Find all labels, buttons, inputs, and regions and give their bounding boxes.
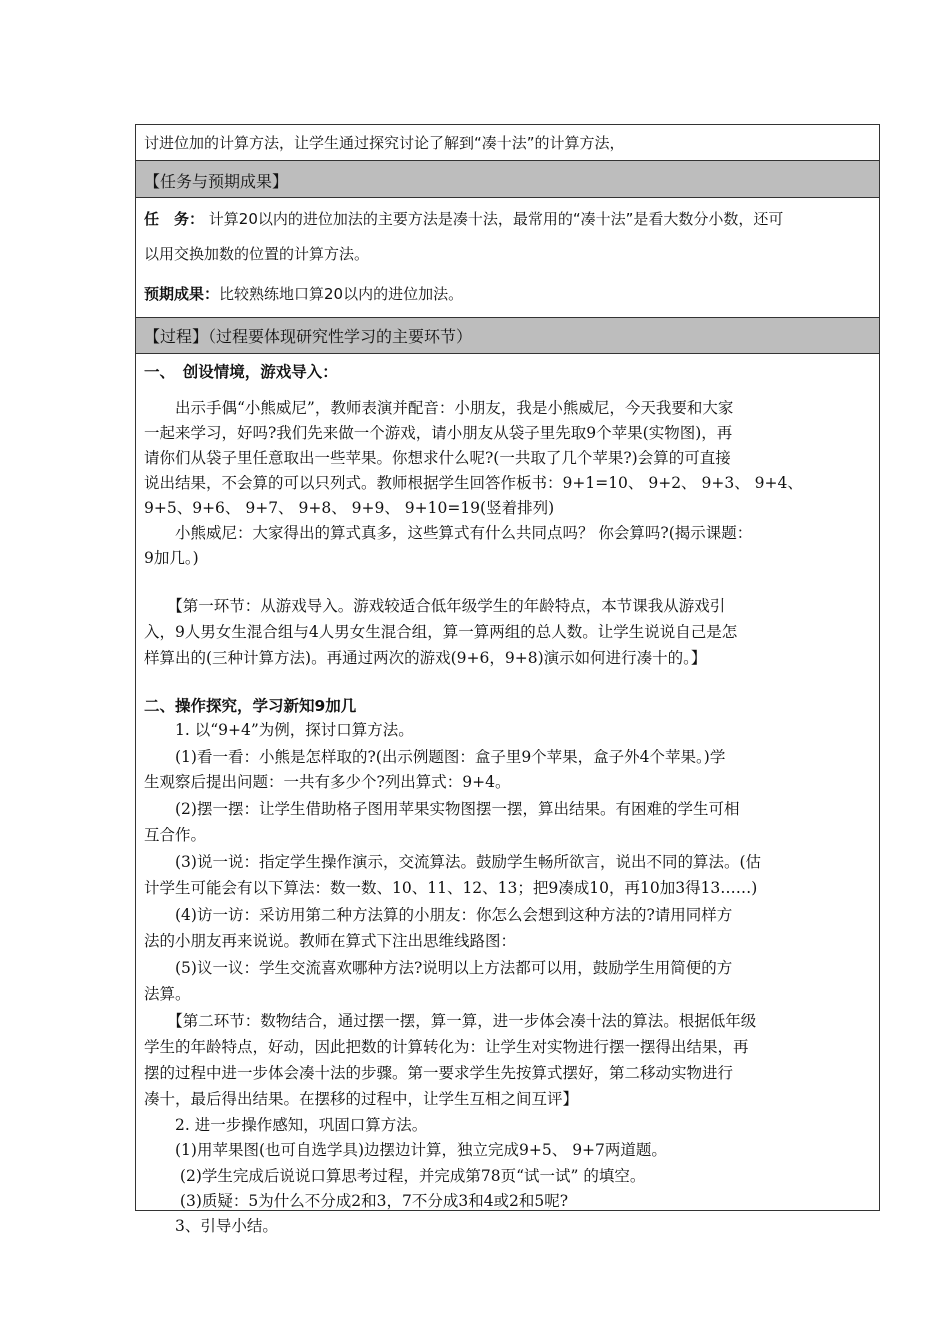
process-line: 计学生可能会有以下算法：数一数、10、11、12、13；把9凑成10，再10加3得13……) bbox=[144, 879, 758, 897]
process-line: 凑十，最后得出结果。在摆移的过程中，让学生互相之间互评】 bbox=[144, 1090, 579, 1108]
intro-row bbox=[136, 125, 879, 161]
process-line: 一起来学习，好吗?我们先来做一个游戏，请小朋友从袋子里先取9个苹果(实物图)，再 bbox=[144, 424, 733, 442]
process-line: 3、引导小结。 bbox=[144, 1217, 278, 1235]
process-line: 1. 以“9+4”为例，探讨口算方法。 bbox=[144, 721, 414, 739]
lesson-plan-table bbox=[135, 124, 880, 1235]
section-one-heading: 一、 创设情境，游戏导入： bbox=[144, 363, 338, 381]
process-line: (2)摆一摆：让学生借助格子图用苹果实物图摆一摆，算出结果。有困难的学生可相 bbox=[144, 800, 740, 818]
process-line: (3)说一说：指定学生操作演示，交流算法。鼓励学生畅所欲言，说出不同的算法。(估 bbox=[144, 853, 762, 871]
process-line: 说出结果，不会算的可以只列式。教师根据学生回答作板书：9+1=10、 9+2、 9+3、 9+4、 bbox=[144, 474, 803, 492]
process-line: 法算。 bbox=[144, 985, 191, 1003]
task-line-1 bbox=[144, 208, 871, 229]
process-body bbox=[136, 354, 879, 1235]
task-label: 任 务： bbox=[144, 210, 205, 228]
process-line: 【第一环节：从游戏导入。游戏较适合低年级学生的年龄特点，本节课我从游戏引 bbox=[144, 597, 726, 615]
process-line: (5)议一议：学生交流喜欢哪种方法?说明以上方法都可以用，鼓励学生用简便的方 bbox=[144, 959, 733, 977]
process-line: 互合作。 bbox=[144, 826, 207, 844]
process-line: 摆的过程中进一步体会凑十法的步骤。第一要求学生先按算式摆好，第二移动实物进行 bbox=[144, 1064, 734, 1082]
process-line: 【第二环节：数物结合，通过摆一摆，算一算，进一步体会凑十法的算法。根据低年级 bbox=[144, 1012, 757, 1030]
process-line: (1)看一看：小熊是怎样取的?(出示例题图：盒子里9个苹果，盒子外4个苹果。)学 bbox=[144, 748, 726, 766]
process-line: 请你们从袋子里任意取出一些苹果。你想求什么呢?(一共取了几个苹果?)会算的可直接 bbox=[144, 449, 731, 467]
section-two-heading: 二、操作探究，学习新知9加几 bbox=[144, 697, 357, 715]
expected-text: 比较熟练地口算20以内的进位加法。 bbox=[219, 285, 464, 303]
task-text-1: 计算20以内的进位加法的主要方法是凑十法，最常用的“凑十法”是看大数分小数，还可 bbox=[208, 210, 784, 228]
process-header: 【过程】（过程要体现研究性学习的主要环节） bbox=[144, 327, 473, 346]
process-line: 9+5、9+6、 9+7、 9+8、 9+9、 9+10=19(竖着排列) bbox=[144, 499, 555, 517]
process-line: 2. 进一步操作感知，巩固口算方法。 bbox=[144, 1116, 428, 1134]
process-line: 样算出的(三种计算方法)。再通过两次的游戏(9+6，9+8)演示如何进行凑十的。】 bbox=[144, 649, 707, 667]
process-line: 法的小朋友再来说说。教师在算式下注出思维线路图： bbox=[144, 932, 517, 950]
expected-line bbox=[144, 283, 871, 304]
task-header-row bbox=[136, 161, 879, 198]
task-header: 【任务与预期成果】 bbox=[144, 172, 289, 191]
process-line: 生观察后提出问题：一共有多少个?列出算式：9+4。 bbox=[144, 773, 511, 791]
process-line: 9加几。) bbox=[144, 549, 199, 567]
process-header-row bbox=[136, 318, 879, 354]
process-line: 出示手偶“小熊威尼”，教师表演并配音：小朋友，我是小熊威尼，今天我要和大家 bbox=[144, 399, 734, 417]
task-row bbox=[136, 198, 879, 318]
process-line: (1)用苹果图(也可自选学具)边摆边计算，独立完成9+5、 9+7两道题。 bbox=[144, 1141, 667, 1159]
intro-text: 讨进位加的计算方法，让学生通过探究讨论了解到“凑十法”的计算方法， bbox=[144, 134, 625, 152]
process-line: (2)学生完成后说说口算思考过程，并完成第78页“试一试” 的填空。 bbox=[144, 1167, 646, 1185]
expected-label: 预期成果： bbox=[144, 285, 220, 303]
process-line: (3)质疑：5为什么不分成2和3，7不分成3和4或2和5呢? bbox=[144, 1192, 569, 1210]
process-line: 学生的年龄特点，好动，因此把数的计算转化为：让学生对实物进行摆一摆得出结果，再 bbox=[144, 1038, 749, 1056]
process-line: 入，9人男女生混合组与4人男女生混合组，算一算两组的总人数。让学生说说自己是怎 bbox=[144, 623, 738, 641]
process-line: 小熊威尼：大家得出的算式真多，这些算式有什么共同点吗？ 你会算吗?(揭示课题： bbox=[144, 524, 753, 542]
task-line-2: 以用交换加数的位置的计算方法。 bbox=[144, 245, 370, 263]
process-line: (4)访一访：采访用第二种方法算的小朋友：你怎么会想到这种方法的?请用同样方 bbox=[144, 906, 733, 924]
